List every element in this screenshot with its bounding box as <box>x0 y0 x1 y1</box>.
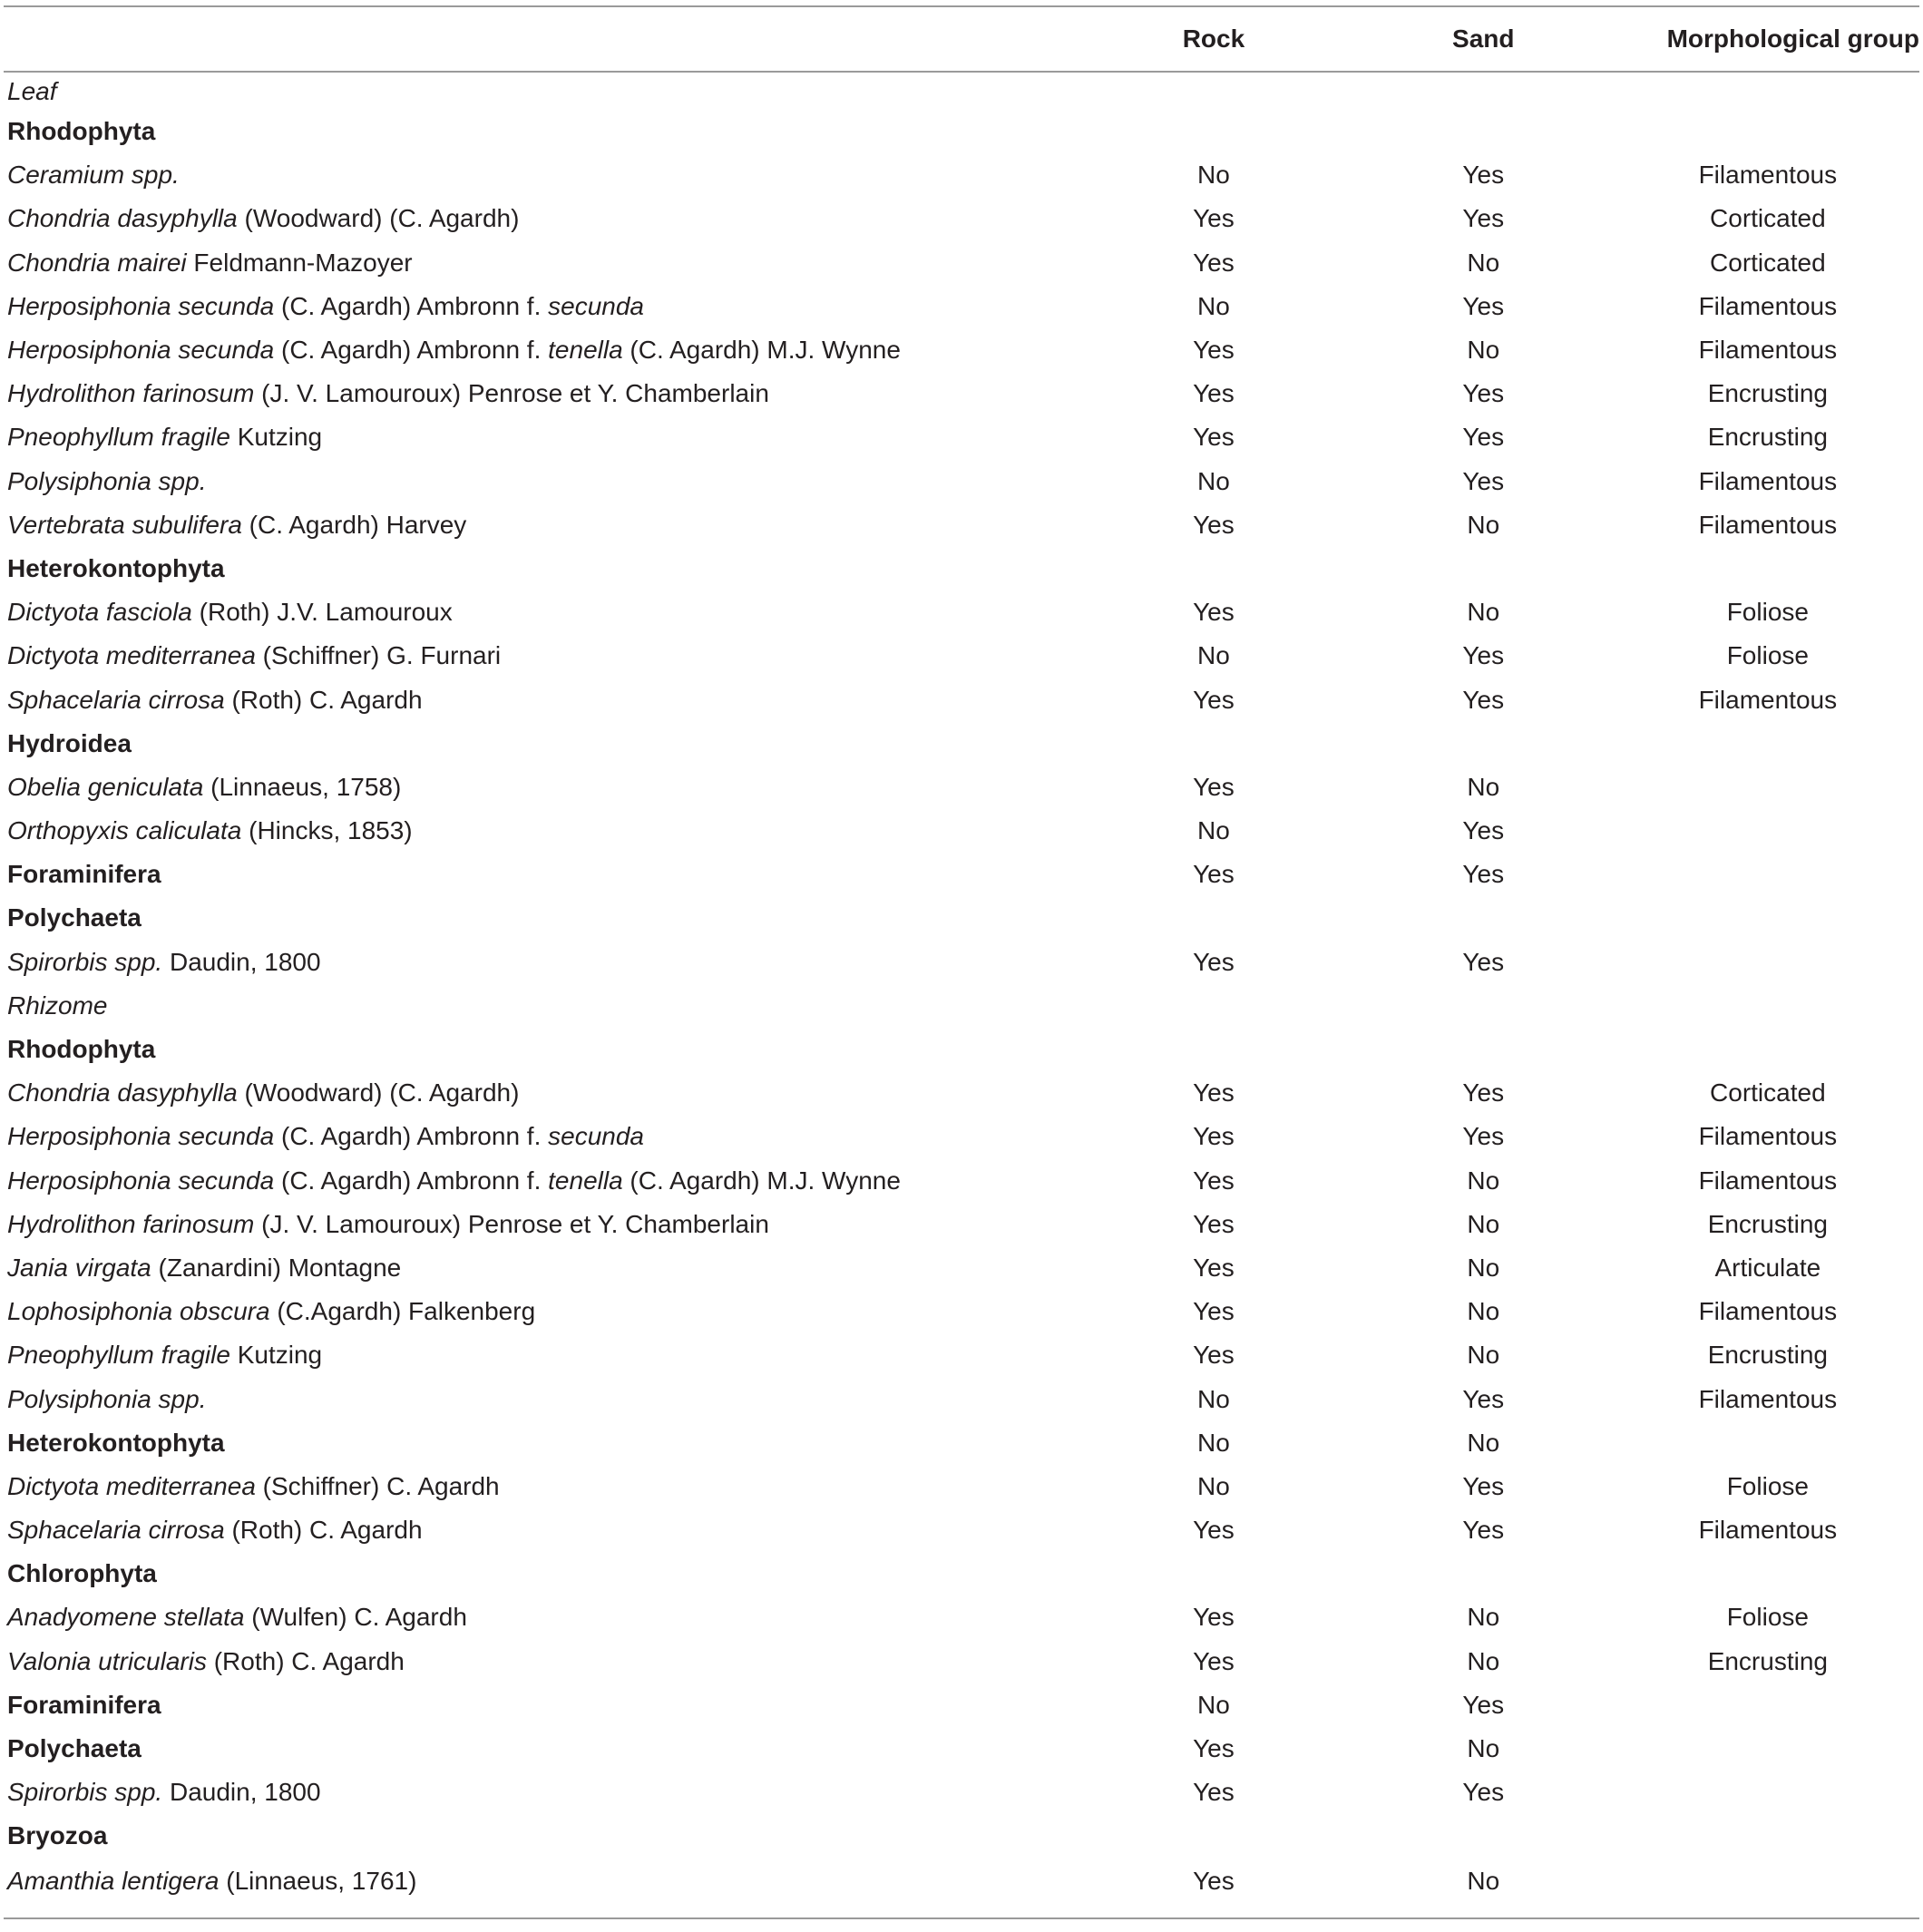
taxon-name-part: (Schiffner) G. Furnari <box>255 641 502 670</box>
taxon-name-part: Foraminifera <box>7 860 161 889</box>
rock-value: Yes <box>1193 1209 1235 1238</box>
sand-value: No <box>1467 336 1500 365</box>
sand-value: No <box>1467 1603 1500 1632</box>
rock-value: No <box>1197 1428 1230 1457</box>
taxon-name-part: Bryozoa <box>7 1821 108 1850</box>
table-row <box>4 766 1919 809</box>
taxon-name-part: (Hincks, 1853) <box>241 816 413 845</box>
table-row <box>4 1465 1919 1508</box>
table-row <box>4 678 1919 721</box>
group-row <box>4 722 1919 766</box>
rock-value: Yes <box>1193 1646 1235 1675</box>
rock-value: Yes <box>1193 248 1235 277</box>
sand-value: Yes <box>1462 1384 1505 1413</box>
taxon-name <box>4 1640 1077 1683</box>
rock-value: Yes <box>1193 1516 1235 1545</box>
morphological-group-value: Encrusting <box>1707 1646 1828 1675</box>
table-body <box>4 72 1919 1918</box>
rock-value: Yes <box>1193 1078 1235 1107</box>
group-label <box>4 110 1077 153</box>
taxon-name <box>4 766 1077 809</box>
taxon-name <box>4 809 1077 853</box>
group-label <box>4 896 1077 940</box>
sand-value <box>1351 72 1616 110</box>
table-row <box>4 1071 1919 1115</box>
sand-value: Yes <box>1462 423 1505 452</box>
taxon-name <box>4 153 1077 197</box>
taxon-name <box>4 1465 1077 1508</box>
table-row <box>4 460 1919 503</box>
group-label <box>4 853 1077 896</box>
taxon-name-part: Polychaeta <box>7 903 142 932</box>
rock-value: Yes <box>1193 204 1235 233</box>
morphological-group-value: Articulate <box>1714 1253 1821 1282</box>
table-row <box>4 634 1919 678</box>
taxon-name-part: (C. Agardh) Ambronn f. <box>274 291 549 320</box>
rock-value: No <box>1197 161 1230 190</box>
table-row <box>4 1640 1919 1683</box>
table-row <box>4 941 1919 984</box>
sand-value: No <box>1467 1297 1500 1326</box>
taxon-name-part: Rhodophyta <box>7 117 156 146</box>
section-row <box>4 72 1919 110</box>
taxon-name <box>4 1203 1077 1246</box>
rock-value: No <box>1197 466 1230 495</box>
sand-value <box>1351 896 1616 940</box>
rock-value: Yes <box>1193 1297 1235 1326</box>
taxon-name-part: Anadyomene stellata <box>7 1603 245 1632</box>
sand-value: No <box>1467 1341 1500 1370</box>
taxon-name-part: (Linnaeus, 1758) <box>203 772 402 801</box>
sand-value: No <box>1351 1859 1616 1918</box>
group-row <box>4 1683 1919 1727</box>
taxon-name-part: (C. Agardh) Harvey <box>241 510 467 539</box>
sand-value: Yes <box>1462 379 1505 408</box>
taxon-name-part: Chlorophyta <box>7 1559 157 1588</box>
taxon-name-part: Sphacelaria cirrosa <box>7 685 225 714</box>
rock-value <box>1077 1814 1351 1858</box>
taxon-name <box>4 941 1077 984</box>
group-row <box>4 1552 1919 1595</box>
table-row <box>4 1246 1919 1290</box>
table-row <box>4 1508 1919 1552</box>
table-row <box>4 328 1919 372</box>
rock-value: Yes <box>1193 860 1235 889</box>
rock-value: No <box>1197 641 1230 670</box>
sand-value <box>1351 547 1616 590</box>
taxon-name <box>4 285 1077 328</box>
sand-value <box>1351 984 1616 1028</box>
rock-value <box>1077 722 1351 766</box>
morphological-group-value <box>1616 941 1919 984</box>
morphological-group-value <box>1616 1683 1919 1727</box>
morphological-group-value <box>1616 853 1919 896</box>
morphological-group-value <box>1616 1552 1919 1595</box>
sand-value <box>1351 1814 1616 1858</box>
rock-value: Yes <box>1193 1122 1235 1151</box>
taxon-name-part: secunda <box>548 1122 645 1151</box>
taxon-name-part: Rhizome <box>7 990 108 1020</box>
taxon-name-part: Daudin, 1800 <box>162 947 321 976</box>
species-table <box>4 5 1919 1919</box>
morphological-group-value <box>1616 1859 1919 1918</box>
taxon-name-part: (Zanardini) Montagne <box>151 1253 402 1282</box>
sand-value: No <box>1467 772 1500 801</box>
taxon-name <box>4 503 1077 547</box>
sand-value: Yes <box>1462 466 1505 495</box>
morphological-group-value: Encrusting <box>1707 423 1828 452</box>
rock-value <box>1077 984 1351 1028</box>
taxon-name-part: Chondria dasyphylla <box>7 1078 238 1107</box>
rock-value: Yes <box>1193 423 1235 452</box>
taxon-name-part: Leaf <box>7 76 57 105</box>
taxon-name-part: Polysiphonia spp. <box>7 466 207 495</box>
taxon-name-part: Orthopyxis caliculata <box>7 816 242 845</box>
rock-value: Yes <box>1077 1859 1351 1918</box>
morphological-group-value: Encrusting <box>1707 1209 1828 1238</box>
sand-value: Yes <box>1462 1778 1505 1807</box>
taxon-name-part: Feldmann-Mazoyer <box>186 248 413 277</box>
taxon-name-part: (Roth) J.V. Lamouroux <box>191 598 453 627</box>
header-taxon <box>4 6 1077 72</box>
sand-value: Yes <box>1462 1078 1505 1107</box>
header-row <box>4 6 1919 72</box>
taxon-name-part: (C. Agardh) M.J. Wynne <box>622 336 901 365</box>
group-label <box>4 722 1077 766</box>
table-row <box>4 1859 1919 1918</box>
morphological-group-value: Corticated <box>1710 1078 1826 1107</box>
morphological-group-value: Foliose <box>1726 641 1809 670</box>
taxon-name-part: (C. Agardh) Ambronn f. <box>274 1166 549 1195</box>
morphological-group-value: Filamentous <box>1698 161 1838 190</box>
morphological-group-value <box>1616 809 1919 853</box>
taxon-name-part: Vertebrata subulifera <box>7 510 242 539</box>
table-header <box>4 6 1919 72</box>
group-label <box>4 1552 1077 1595</box>
taxon-name-part: Valonia utricularis <box>7 1646 207 1675</box>
morphological-group-value <box>1616 1771 1919 1814</box>
taxon-name <box>4 590 1077 634</box>
sand-value: Yes <box>1462 1690 1505 1719</box>
morphological-group-value <box>1616 722 1919 766</box>
taxon-name <box>4 678 1077 721</box>
rock-value <box>1077 72 1351 110</box>
rock-value: No <box>1197 1471 1230 1500</box>
taxon-name <box>4 1377 1077 1420</box>
sand-value: Yes <box>1462 204 1505 233</box>
rock-value: Yes <box>1193 1253 1235 1282</box>
taxon-name-part: Lophosiphonia obscura <box>7 1297 270 1326</box>
table-row <box>4 153 1919 197</box>
rock-value: Yes <box>1193 510 1235 539</box>
table-row <box>4 1115 1919 1158</box>
taxon-name <box>4 1071 1077 1115</box>
group-row <box>4 896 1919 940</box>
taxon-name-part: Hydrolithon farinosum <box>7 1209 255 1238</box>
taxon-name-part: Hydroidea <box>7 728 132 757</box>
group-row <box>4 547 1919 590</box>
taxon-name-part: (Roth) C. Agardh <box>206 1646 405 1675</box>
morphological-group-value: Encrusting <box>1707 379 1828 408</box>
morphological-group-value <box>1616 1814 1919 1858</box>
table-row <box>4 372 1919 415</box>
taxon-name <box>4 1290 1077 1333</box>
rock-value <box>1077 896 1351 940</box>
morphological-group-value: Filamentous <box>1698 336 1838 365</box>
taxon-name-part: Jania virgata <box>7 1253 151 1282</box>
taxon-name <box>4 328 1077 372</box>
rock-value: Yes <box>1193 1603 1235 1632</box>
taxon-name-part: (C. Agardh) M.J. Wynne <box>622 1166 901 1195</box>
morphological-group-value <box>1616 1421 1919 1465</box>
sand-value: No <box>1467 1209 1500 1238</box>
sand-value: Yes <box>1462 161 1505 190</box>
group-label <box>4 1814 1077 1858</box>
morphological-group-value <box>1616 984 1919 1028</box>
taxon-name-part: (Linnaeus, 1761) <box>219 1866 417 1895</box>
header-morphological-group: Morphological group <box>1616 6 1919 72</box>
sand-value: Yes <box>1462 641 1505 670</box>
group-row <box>4 1727 1919 1771</box>
taxon-name-part: (Woodward) (C. Agardh) <box>237 204 520 233</box>
group-row <box>4 1028 1919 1071</box>
morphological-group-value: Filamentous <box>1698 1384 1838 1413</box>
rock-value: Yes <box>1193 1166 1235 1195</box>
rock-value <box>1077 547 1351 590</box>
taxon-name-part: (C.Agardh) Falkenberg <box>269 1297 536 1326</box>
rock-value <box>1077 1552 1351 1595</box>
table-row <box>4 809 1919 853</box>
taxon-name <box>4 1771 1077 1814</box>
group-label <box>4 1727 1077 1771</box>
table-row <box>4 1595 1919 1639</box>
section-label <box>4 984 1077 1028</box>
rock-value: No <box>1197 1690 1230 1719</box>
rock-value: No <box>1197 291 1230 320</box>
taxon-name-part: (Schiffner) C. Agardh <box>255 1471 500 1500</box>
taxon-name-part: (Roth) C. Agardh <box>224 685 423 714</box>
sand-value <box>1351 110 1616 153</box>
sand-value: Yes <box>1462 1471 1505 1500</box>
taxon-name-part: Dictyota fasciola <box>7 598 192 627</box>
group-row <box>4 1814 1919 1858</box>
taxon-name <box>4 634 1077 678</box>
morphological-group-value: Filamentous <box>1698 1122 1838 1151</box>
rock-value: No <box>1197 816 1230 845</box>
table-row <box>4 415 1919 459</box>
taxon-name <box>4 460 1077 503</box>
morphological-group-value: Corticated <box>1710 204 1826 233</box>
taxon-name-part: Rhodophyta <box>7 1035 156 1064</box>
rock-value: Yes <box>1193 1734 1235 1763</box>
taxon-name <box>4 372 1077 415</box>
taxon-name <box>4 415 1077 459</box>
taxon-name-part: Polysiphonia spp. <box>7 1384 207 1413</box>
morphological-group-value: Filamentous <box>1698 466 1838 495</box>
table-row <box>4 1377 1919 1420</box>
taxon-name-part: Amanthia lentigera <box>7 1866 220 1895</box>
sand-value: Yes <box>1462 291 1505 320</box>
morphological-group-value: Foliose <box>1726 598 1809 627</box>
taxon-name-part: Dictyota mediterranea <box>7 1471 256 1500</box>
taxon-name-part: Herposiphonia secunda <box>7 1122 275 1151</box>
taxon-name-part: Pneophyllum fragile <box>7 1341 230 1370</box>
taxon-name-part: Dictyota mediterranea <box>7 641 256 670</box>
taxon-name <box>4 1115 1077 1158</box>
morphological-group-value: Corticated <box>1710 248 1826 277</box>
taxon-name <box>4 241 1077 285</box>
taxon-name-part: Polychaeta <box>7 1734 142 1763</box>
taxon-name-part: Kutzing <box>229 1341 323 1370</box>
taxon-name <box>4 197 1077 240</box>
rock-value: Yes <box>1193 772 1235 801</box>
group-label <box>4 1683 1077 1727</box>
taxon-name <box>4 1595 1077 1639</box>
group-label <box>4 547 1077 590</box>
morphological-group-value <box>1616 72 1919 110</box>
taxon-name-part: Kutzing <box>229 423 323 452</box>
taxon-name-part: Ceramium spp. <box>7 161 180 190</box>
morphological-group-value <box>1616 1028 1919 1071</box>
morphological-group-value: Foliose <box>1726 1471 1809 1500</box>
taxon-name-part: Herposiphonia secunda <box>7 1166 275 1195</box>
rock-value: Yes <box>1193 336 1235 365</box>
morphological-group-value <box>1616 766 1919 809</box>
sand-value: No <box>1467 1734 1500 1763</box>
taxon-name-part: Daudin, 1800 <box>162 1778 321 1807</box>
sand-value: No <box>1467 248 1500 277</box>
morphological-group-value: Foliose <box>1726 1603 1809 1632</box>
rock-value: Yes <box>1193 1778 1235 1807</box>
morphological-group-value: Encrusting <box>1707 1341 1828 1370</box>
taxon-name-part: Sphacelaria cirrosa <box>7 1516 225 1545</box>
taxon-name <box>4 1159 1077 1203</box>
taxon-name-part: Heterokontophyta <box>7 553 225 582</box>
taxon-name-part: (J. V. Lamouroux) Penrose et Y. Chamberlain <box>254 379 769 408</box>
sand-value: Yes <box>1462 685 1505 714</box>
taxon-name-part: (J. V. Lamouroux) Penrose et Y. Chamberlain <box>254 1209 769 1238</box>
sand-value <box>1351 1552 1616 1595</box>
taxon-name-part: (Woodward) (C. Agardh) <box>237 1078 520 1107</box>
table-row <box>4 285 1919 328</box>
sand-value: Yes <box>1462 1122 1505 1151</box>
sand-value: No <box>1467 1166 1500 1195</box>
group-label <box>4 1028 1077 1071</box>
sand-value: Yes <box>1462 816 1505 845</box>
morphological-group-value <box>1616 1727 1919 1771</box>
morphological-group-value: Filamentous <box>1698 1166 1838 1195</box>
table-row <box>4 1771 1919 1814</box>
rock-value: Yes <box>1193 685 1235 714</box>
taxon-name-part: Foraminifera <box>7 1690 161 1719</box>
group-label <box>4 1421 1077 1465</box>
morphological-group-value: Filamentous <box>1698 1516 1838 1545</box>
table-row <box>4 503 1919 547</box>
taxon-name-part: tenella <box>548 1166 623 1195</box>
taxon-name <box>4 1859 1077 1918</box>
group-row <box>4 110 1919 153</box>
table-row <box>4 197 1919 240</box>
taxon-name-part: Herposiphonia secunda <box>7 291 275 320</box>
taxon-name-part: Hydrolithon farinosum <box>7 379 255 408</box>
section-row <box>4 984 1919 1028</box>
morphological-group-value: Filamentous <box>1698 510 1838 539</box>
taxon-name-part: Obelia geniculata <box>7 772 204 801</box>
taxon-name <box>4 1333 1077 1377</box>
table-row <box>4 1290 1919 1333</box>
taxon-name-part: Chondria dasyphylla <box>7 204 238 233</box>
taxon-name-part: Heterokontophyta <box>7 1428 225 1457</box>
morphological-group-value <box>1616 110 1919 153</box>
morphological-group-value <box>1616 547 1919 590</box>
sand-value: No <box>1467 510 1500 539</box>
rock-value: Yes <box>1193 1341 1235 1370</box>
table-row <box>4 1333 1919 1377</box>
taxon-name-part: tenella <box>548 336 623 365</box>
header-rock: Rock <box>1077 6 1351 72</box>
morphological-group-value: Filamentous <box>1698 1297 1838 1326</box>
taxon-name-part: (Wulfen) C. Agardh <box>244 1603 467 1632</box>
sand-value: Yes <box>1462 1516 1505 1545</box>
header-sand: Sand <box>1351 6 1616 72</box>
taxon-name <box>4 1508 1077 1552</box>
sand-value <box>1351 722 1616 766</box>
sand-value: Yes <box>1462 860 1505 889</box>
sand-value: No <box>1467 598 1500 627</box>
sand-value: No <box>1467 1646 1500 1675</box>
section-label <box>4 72 1077 110</box>
taxon-name-part: Spirorbis spp. <box>7 1778 163 1807</box>
sand-value: No <box>1467 1253 1500 1282</box>
taxon-name-part: (C. Agardh) Ambronn f. <box>274 336 549 365</box>
group-row <box>4 1421 1919 1465</box>
table-row <box>4 1203 1919 1246</box>
morphological-group-value <box>1616 896 1919 940</box>
rock-value <box>1077 110 1351 153</box>
taxon-name-part: (C. Agardh) Ambronn f. <box>274 1122 549 1151</box>
taxon-name-part: secunda <box>548 291 645 320</box>
taxon-name-part: Herposiphonia secunda <box>7 336 275 365</box>
morphological-group-value: Filamentous <box>1698 685 1838 714</box>
taxon-name-part: Spirorbis spp. <box>7 947 163 976</box>
group-row <box>4 853 1919 896</box>
rock-value: Yes <box>1193 947 1235 976</box>
sand-value: No <box>1467 1428 1500 1457</box>
taxon-name-part: (Roth) C. Agardh <box>224 1516 423 1545</box>
taxon-name-part: Pneophyllum fragile <box>7 423 230 452</box>
sand-value: Yes <box>1462 947 1505 976</box>
sand-value <box>1351 1028 1616 1071</box>
rock-value: Yes <box>1193 379 1235 408</box>
morphological-group-value: Filamentous <box>1698 291 1838 320</box>
taxon-name-part: Chondria mairei <box>7 248 187 277</box>
rock-value: Yes <box>1193 598 1235 627</box>
taxon-name <box>4 1246 1077 1290</box>
rock-value <box>1077 1028 1351 1071</box>
table-row <box>4 241 1919 285</box>
rock-value: No <box>1197 1384 1230 1413</box>
table-row <box>4 1159 1919 1203</box>
table-row <box>4 590 1919 634</box>
